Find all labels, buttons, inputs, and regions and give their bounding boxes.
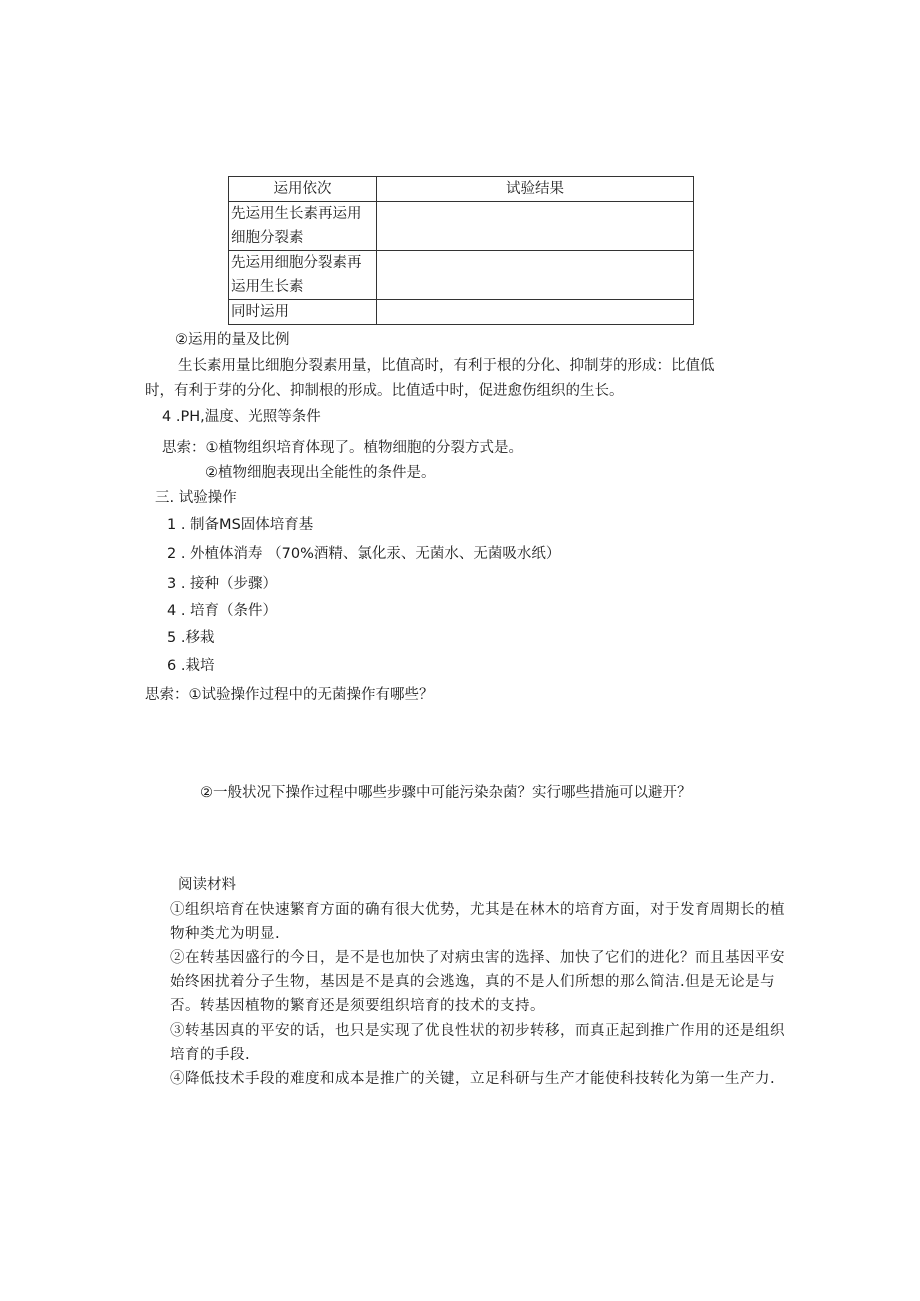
step-3: 3 . 接种（步骤） bbox=[167, 576, 278, 592]
row-result[interactable] bbox=[377, 251, 694, 300]
step-4: 4 . 培育（条件） bbox=[167, 603, 278, 619]
header-result: 试验结果 bbox=[377, 177, 694, 202]
table-row bbox=[229, 202, 694, 251]
table-row bbox=[229, 251, 694, 300]
header-order: 运用依次 bbox=[229, 177, 377, 202]
reading-paragraph-3: ③转基因真的平安的话，也只是实现了优良性状的初步转移，而真正起到推广作用的还是组织培育的手段. bbox=[170, 1023, 785, 1063]
step-1: 1 . 制备MS固体培育基 bbox=[167, 517, 314, 533]
think2-q1: 思索：①试验操作过程中的无菌操作有哪些？ bbox=[145, 687, 434, 703]
think1-line2: ②植物细胞表现出全能性的条件是。 bbox=[205, 465, 436, 481]
reading-title: 阅读材料 bbox=[178, 877, 236, 893]
ratio-para-line2: 时，有利于芽的分化、抑制根的形成。比值适中时，促进愈伤组织的生长。 bbox=[145, 383, 624, 399]
think1-line1: 思索：①植物组织培育体现了。植物细胞的分裂方式是。 bbox=[162, 440, 523, 456]
row-result[interactable] bbox=[377, 202, 694, 251]
row-result[interactable] bbox=[377, 300, 694, 325]
row-order: 同时运用 bbox=[229, 300, 377, 325]
ratio-para-line1: 生长素用量比细胞分裂素用量，比值高时，有利于根的分化、抑制芽的形成：比值低 bbox=[178, 358, 715, 374]
step-2: 2 . 外植体消寿 （70%酒精、氯化汞、无菌水、无菌吸水纸） bbox=[167, 546, 561, 562]
step-5: 5 .移栽 bbox=[167, 630, 215, 646]
table-header-row bbox=[229, 177, 694, 202]
reading-paragraph-1: ①组织培育在快速繁育方面的确有很大优势，尤其是在林木的培育方面，对于发育周期长的植物种类尤为明显. bbox=[170, 902, 785, 942]
item-4-conditions: 4 .PH,温度、光照等条件 bbox=[162, 409, 321, 425]
reading-paragraph-2: ②在转基因盛行的今日，是不是也加快了对病虫害的选择、加快了它们的进化？而且基因平安始终困扰着分子生物，基因是不是真的会逃逸，真的不是人们所想的那么简洁.但是无论是与否。转基因植物的繁育还是须要组织培育的技术的支持。 bbox=[170, 950, 785, 1014]
experiment-result-table bbox=[228, 176, 694, 325]
table-row bbox=[229, 300, 694, 325]
row-order: 先运用生长素再运用细胞分裂素 bbox=[229, 202, 377, 251]
ratio-heading: ②运用的量及比例 bbox=[175, 332, 290, 348]
think2-q2: ②一般状况下操作过程中哪些步骤中可能污染杂菌？实行哪些措施可以避开？ bbox=[200, 785, 692, 801]
step-6: 6 .栽培 bbox=[167, 658, 215, 674]
section3-heading: 三. 试验操作 bbox=[155, 490, 237, 506]
row-order: 先运用细胞分裂素再运用生长素 bbox=[229, 251, 377, 300]
reading-paragraph-4: ④降低技术手段的难度和成本是推广的关键，立足科研与生产才能使科技转化为第一生产力. bbox=[170, 1071, 776, 1087]
